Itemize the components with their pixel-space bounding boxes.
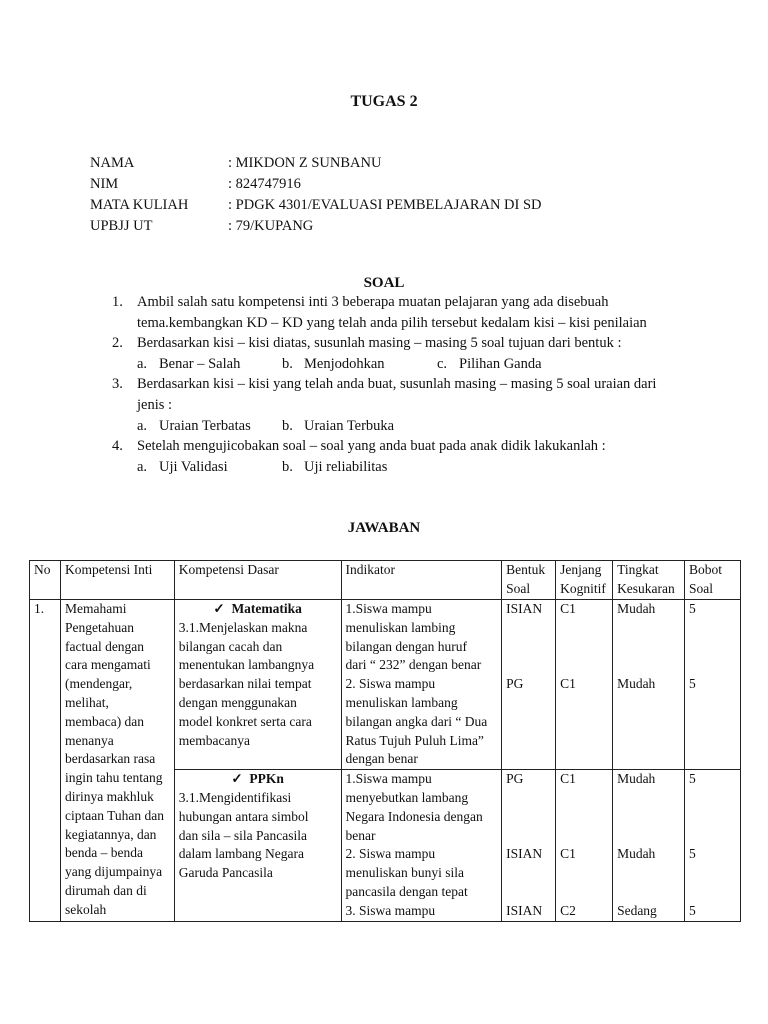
answer-table [29,560,741,922]
question-text: Setelah mengujicobakan soal – soal yang anda buat pada anak didik lakukanlah : [137,438,606,455]
soal-heading: SOAL [363,275,405,291]
header-bobot-soal: Bobot Soal [685,561,741,600]
question-text: tema.kembangkan KD – KD yang telah anda pilih tersebut kedalam kisi – kisi penilaian [137,314,647,331]
cell-indikator: 1.Siswa mampu menuliskan lambing bilangan dengan huruf dari “ 232” dengan benar 2. Siswa mampu menuliskan lambang bilangan angka dari “ Dua Ratus Tujuh Puluh Lima” dengan benar [341,600,502,770]
option-letter: c. [437,355,448,372]
option-text: Uraian Terbatas [159,417,251,434]
header-kompetensi-dasar: Kompetensi Dasar [174,561,341,600]
cell-bentuk-soal: PG ISIAN ISIAN [502,770,556,921]
identity-value: : PDGK 4301/EVALUASI PEMBELAJARAN DI SD [228,197,542,213]
question-4 [112,436,712,457]
question-number: 4. [112,438,123,455]
option [137,457,282,478]
option [137,416,282,437]
option [437,354,542,375]
question-2 [112,333,712,354]
cell-tingkat-kesukaran: Mudah Mudah Sedang [613,770,685,921]
option [282,416,394,437]
question-3 [112,374,712,415]
identity-key: MATA KULIAH [90,197,189,213]
option-letter: a. [137,458,148,475]
option [282,457,387,478]
header-kompetensi-inti: Kompetensi Inti [60,561,174,600]
option-text: Uji reliabilitas [304,458,388,475]
option-text: Uraian Terbuka [304,417,395,434]
option-text: Uji Validasi [159,458,228,475]
question-text: Berdasarkan kisi – kisi diatas, susunlah masing – masing 5 soal tujuan dari bentuk : [137,335,622,352]
option [282,354,437,375]
check-icon: ✓ [231,771,243,787]
option-letter: b. [282,417,293,434]
question-text: jenis : [137,396,173,413]
question-1 [112,292,712,333]
table-row-matematika [30,600,741,770]
identity-row-mata-kuliah [90,195,542,216]
header-bentuk-soal: Bentuk Soal [502,561,556,600]
header-no: No [30,561,61,600]
check-icon: ✓ [213,601,225,616]
cell-indikator: 1.Siswa mampu menyebutkan lambang Negara Indonesia dengan benar 2. Siswa mampu menuliskan bunyi sila pancasila dengan tepat 3. Siswa mampu [341,770,502,921]
page-title: TUGAS 2 [350,93,418,110]
cell-no: 1. [30,600,61,922]
identity-row-nim [90,174,542,195]
option-text: Menjodohkan [304,355,385,372]
identity-key: NAMA [90,155,135,171]
identity-value: : 824747916 [228,176,301,192]
question-3-options [112,416,712,437]
identity-value: : MIKDON Z SUNBANU [228,155,382,171]
cell-jenjang-kognitif: C1 C1 C2 [556,770,613,921]
cell-jenjang-kognitif: C1 C1 [556,600,613,770]
cell-bobot-soal: 5 5 [685,600,741,770]
option-letter: a. [137,355,148,372]
identity-value: : 79/KUPANG [228,218,314,234]
identity-key: UPBJJ UT [90,218,153,234]
jawaban-heading: JAWABAN [347,520,421,536]
cell-tingkat-kesukaran: Mudah Mudah [613,600,685,770]
identity-block [90,153,542,237]
identity-row-nama [90,153,542,174]
question-2-options [112,354,712,375]
table-header-row [30,561,741,600]
option-text: Pilihan Ganda [459,355,542,372]
header-tingkat-kesukaran: Tingkat Kesukaran [613,561,685,600]
question-number: 3. [112,376,123,393]
cell-bentuk-soal: ISIAN PG [502,600,556,770]
header-jenjang-kognitif: Jenjang Kognitif [556,561,613,600]
question-number: 1. [112,294,123,310]
header-indikator: Indikator [341,561,502,600]
question-text: Ambil salah satu kompetensi inti 3 beberapa muatan pelajaran yang ada disebuah [137,294,609,310]
question-number: 2. [112,335,123,352]
option [137,354,282,375]
question-4-options [112,457,712,478]
cell-kompetensi-dasar: ✓ PPKn 3.1.Mengidentifikasi hubungan antara simbol dan sila – sila Pancasila dalam lambang Negara Garuda Pancasila [174,770,341,921]
option-letter: b. [282,458,293,475]
question-text: Berdasarkan kisi – kisi yang telah anda buat, susunlah masing – masing 5 soal uraian dari [137,376,657,393]
option-letter: a. [137,417,148,434]
identity-row-upbjj [90,216,542,237]
option-letter: b. [282,355,293,372]
identity-key: NIM [90,176,119,192]
question-list [112,292,712,477]
cell-bobot-soal: 5 5 5 [685,770,741,921]
option-text: Benar – Salah [159,355,241,372]
subject-title: ✓ PPKn [231,771,284,787]
subject-title: ✓ Matematika [213,601,302,616]
cell-kompetensi-dasar: ✓ Matematika 3.1.Menjelaskan makna bilangan cacah dan menentukan lambangnya berdasarkan nilai tempat dengan menggunakan model konkret serta cara membacanya [174,600,341,770]
cell-kompetensi-inti: Memahami Pengetahuan factual dengan cara mengamati (mendengar, melihat, membaca) dan menanya berdasarkan rasa ingin tahu tentang dirinya makhluk ciptaan Tuhan dan kegiatannya, dan benda – benda yang dijumpainya dirumah dan di sekolah [60,600,174,922]
